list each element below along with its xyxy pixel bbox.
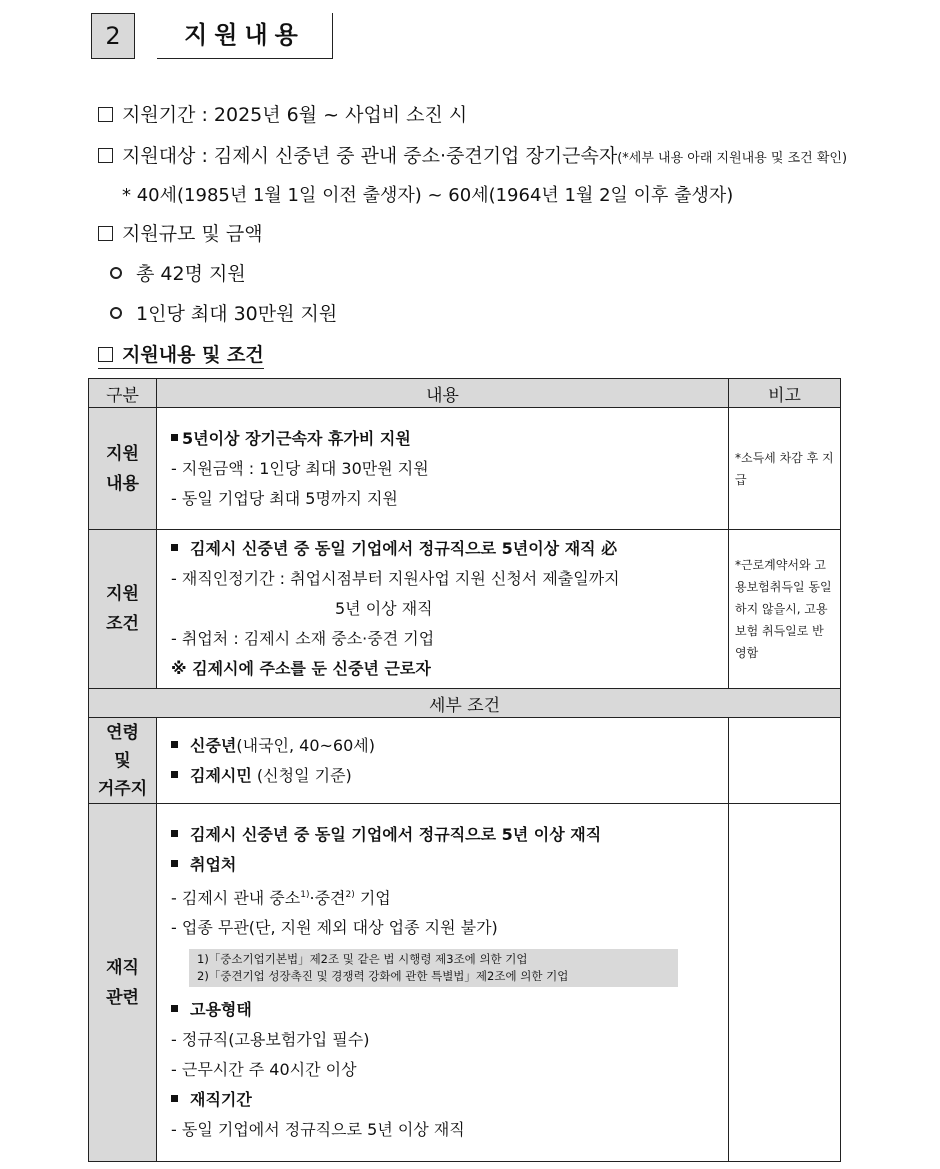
content-item	[171, 850, 718, 880]
content-line: - 취업처 : 김제시 소재 중소·중견 기업	[171, 629, 435, 648]
text-part: - 김제시 관내 중소	[171, 888, 301, 908]
row-content	[157, 804, 729, 1162]
row-note	[729, 804, 841, 1162]
target-line	[98, 141, 847, 168]
section-title: 지원내용	[157, 13, 333, 59]
text-part: ·중견	[309, 888, 346, 908]
table-heading	[98, 340, 264, 369]
circle-bullet-icon	[110, 307, 122, 319]
item-text: 김제시 신중년 중 동일 기업에서 정규직으로 5년 이상 재직	[190, 824, 602, 844]
row-note: *소득세 차감 후 지급	[729, 408, 841, 530]
square-bullet-icon	[171, 860, 178, 867]
content-line: - 지원금액 : 1인당 최대 30만원 지원	[171, 458, 429, 478]
scale-heading: 지원규모 및 금액	[122, 223, 263, 245]
content-title-text: 김제시 신중년 중 동일 기업에서 정규직으로 5년이상 재직 必	[190, 539, 618, 558]
item-rest: (내국인, 40~60세)	[236, 735, 375, 755]
content-line: - 재직인정기간 : 취업시점부터 지원사업 지원 신청서 제출일까지	[171, 569, 620, 588]
row-label	[89, 804, 157, 1162]
table-row	[89, 718, 841, 804]
support-table	[88, 378, 841, 1162]
table-heading-text: 지원내용 및 조건	[122, 344, 264, 366]
content-item	[171, 761, 718, 791]
content-line: - 동일 기업에서 정규직으로 5년 이상 재직	[171, 1120, 465, 1140]
circle-bullet-icon	[110, 267, 122, 279]
checkbox-square-icon	[98, 107, 113, 122]
table-header-row	[89, 379, 841, 408]
content-item	[171, 731, 718, 761]
row-label	[89, 530, 157, 689]
content-title	[171, 534, 718, 564]
checkbox-square-icon	[98, 226, 113, 241]
item-text: 재직기간	[190, 1090, 252, 1110]
footnote-marker: 1)	[300, 889, 310, 900]
detail-header: 세부 조건	[89, 689, 841, 718]
age-range-line: * 40세(1985년 1월 1일 이전 출생자) ~ 60세(1964년 1월 2일 이후 출생자)	[122, 185, 734, 206]
content-line	[171, 880, 718, 913]
square-bullet-icon	[171, 434, 178, 441]
footnote: 1)「중소기업기본법」제2조 및 같은 법 시행령 제3조에 의한 기업	[197, 952, 528, 967]
label-line: 재직	[106, 957, 139, 978]
table-row	[89, 408, 841, 530]
row-label	[89, 718, 157, 804]
detail-header-row	[89, 689, 841, 718]
row-note: *근로계약서와 고용보험취득일 동일하지 않을시, 고용보험 취득일로 반영함	[729, 530, 841, 689]
label-line: 및	[114, 750, 131, 771]
target-note: (*세부 내용 아래 지원내용 및 조건 확인)	[617, 151, 848, 166]
row-content	[157, 408, 729, 530]
footnote: 2)「중견기업 성장촉진 및 경쟁력 강화에 관한 특별법」제2조에 의한 기업	[197, 969, 569, 984]
content-item	[171, 820, 718, 850]
table-row	[89, 804, 841, 1162]
period-line	[98, 100, 467, 127]
table-row	[89, 530, 841, 689]
row-label	[89, 408, 157, 530]
scale-item-text: 1인당 최대 30만원 지원	[136, 303, 338, 325]
label-line: 내용	[106, 473, 139, 494]
square-bullet-icon	[171, 1095, 178, 1102]
item-rest: (신청일 기준)	[251, 765, 352, 785]
footnote-marker: 2)	[345, 889, 355, 900]
target-text: 지원대상 : 김제시 신중년 중 관내 중소·중견기업 장기근속자	[122, 145, 618, 167]
scale-item-text: 총 42명 지원	[136, 263, 246, 285]
content-line: - 근무시간 주 40시간 이상	[171, 1060, 357, 1080]
square-bullet-icon	[171, 1005, 178, 1012]
label-line: 관련	[106, 987, 139, 1008]
item-text: 취업처	[190, 854, 237, 874]
text-part: 기업	[354, 888, 391, 908]
label-line: 지원	[106, 443, 139, 464]
content-line: ※ 김제시에 주소를 둔 신중년 근로자	[171, 659, 431, 678]
header-category: 구분	[89, 379, 157, 408]
section-number: 2	[91, 13, 135, 59]
content-item	[171, 1085, 718, 1115]
row-note	[729, 718, 841, 804]
checkbox-square-icon	[98, 148, 113, 163]
label-line: 거주지	[97, 778, 148, 799]
content-title	[171, 424, 718, 454]
scale-heading-line	[98, 219, 263, 246]
period-text: 지원기간 : 2025년 6월 ~ 사업비 소진 시	[122, 104, 468, 126]
square-bullet-icon	[171, 544, 178, 551]
item-bold: 신중년	[190, 735, 237, 755]
content-title-text: 5년이상 장기근속자 휴가비 지원	[182, 428, 411, 448]
header-remarks: 비고	[729, 379, 841, 408]
header-content: 내용	[157, 379, 729, 408]
item-text: 고용형태	[190, 1000, 252, 1020]
scale-item	[110, 299, 337, 326]
content-line: - 업종 무관(단, 지원 제외 대상 업종 지원 불가)	[171, 918, 498, 938]
item-bold: 김제시민	[190, 765, 252, 785]
content-line: - 정규직(고용보험가입 필수)	[171, 1030, 370, 1050]
square-bullet-icon	[171, 741, 178, 748]
content-item	[171, 995, 718, 1025]
row-content	[157, 718, 729, 804]
row-content	[157, 530, 729, 689]
square-bullet-icon	[171, 771, 178, 778]
content-line: 5년 이상 재직	[335, 599, 433, 618]
label-line: 연령	[106, 722, 139, 743]
label-line: 조건	[106, 614, 139, 634]
square-bullet-icon	[171, 830, 178, 837]
scale-item	[110, 259, 246, 286]
content-line: - 동일 기업당 최대 5명까지 지원	[171, 488, 398, 508]
label-line: 지원	[106, 584, 139, 604]
checkbox-square-icon	[98, 347, 113, 362]
footnote-box	[189, 949, 678, 987]
